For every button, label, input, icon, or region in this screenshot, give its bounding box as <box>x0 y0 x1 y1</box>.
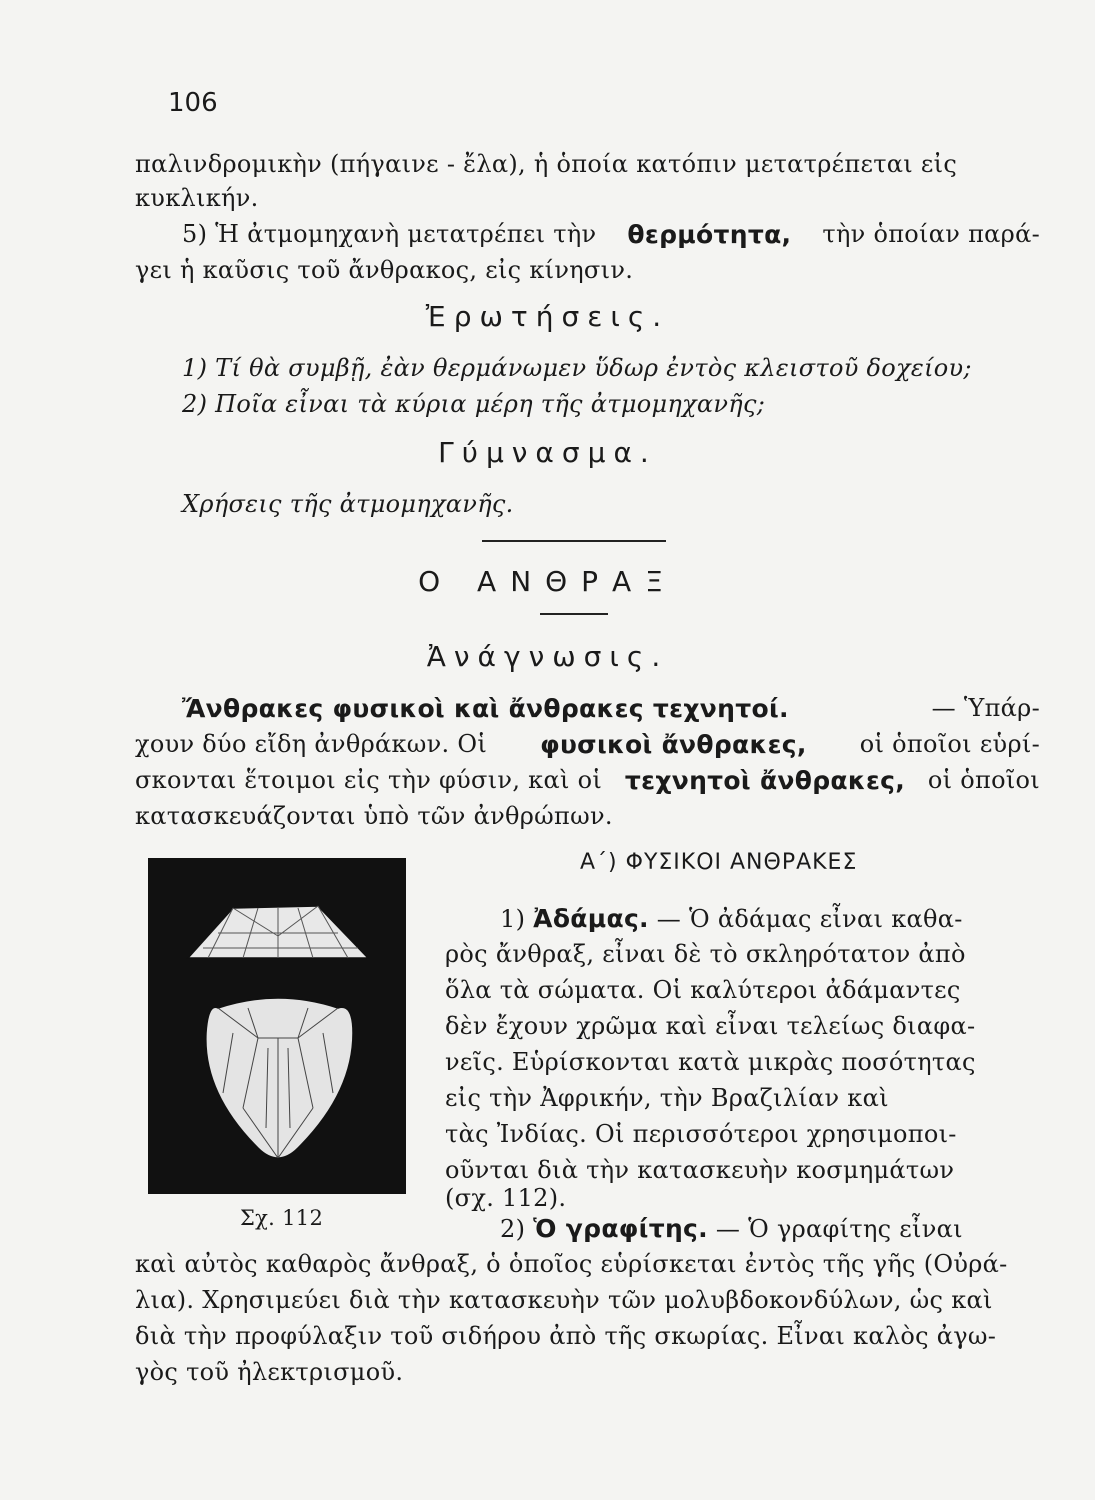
text-line: παλινδρομικὴν (πήγαινε - ἔλα), ἡ ὁποία κατόπιν μετατρέπεται εἰς <box>135 150 958 178</box>
text-line: εἰς τὴν Ἀφρικήν, τὴν Βραζιλίαν καὶ <box>445 1084 889 1112</box>
text-run: — Ὑπάρ- <box>931 694 1040 722</box>
text-line: διὰ τὴν προφύλαξιν τοῦ σιδήρου ἀπὸ τῆς σκωρίας. Εἶναι καλὸς ἀγω- <box>135 1322 997 1350</box>
questions-heading: Ἐρωτήσεις. <box>425 300 670 333</box>
text-line: νεῖς. Εὑρίσκονται κατὰ μικρὰς ποσότητας <box>445 1048 976 1076</box>
graphite-term: Ὁ γραφίτης. <box>533 1214 708 1243</box>
text-line: γει ἡ καῦσις τοῦ ἄνθρακος, εἰς κίνησιν. <box>135 256 634 284</box>
text-run: οἱ ὁποῖοι εὑρί- <box>859 730 1040 758</box>
diamond-term: Ἀδάμας. <box>533 904 649 933</box>
text-run: 5) Ἡ ἀτμομηχανὴ μετατρέπει τὴν <box>182 220 597 248</box>
text-line: γὸς τοῦ ἠλεκτρισμοῦ. <box>135 1358 404 1386</box>
text-line: δὲν ἔχουν χρῶμα καὶ εἶναι τελείως διαφα- <box>445 1012 976 1040</box>
emphasis-term: τεχνητοὶ ἄνθρακες, <box>624 766 906 795</box>
text-line <box>182 220 1040 249</box>
text-line <box>135 766 1040 795</box>
text-line: οῦνται διὰ τὴν κατασκευὴν κοσμημάτων <box>445 1156 955 1184</box>
question-2: 2) Ποῖα εἶναι τὰ κύρια μέρη τῆς ἀτμομηχανῆς; <box>182 390 766 418</box>
emphasis-term: φυσικοὶ ἄνθρακες, <box>540 730 807 759</box>
text-run: χουν δύο εἴδη ἀνθράκων. Οἱ <box>135 730 488 758</box>
text-line: (σχ. 112). <box>445 1184 567 1212</box>
text-line: κατασκευάζονται ὑπὸ τῶν ἀνθρώπων. <box>135 802 613 830</box>
text-line: λια). Χρησιμεύει διὰ τὴν κατασκευὴν τῶν μολυβδοκονδύλων, ὡς καὶ <box>135 1286 993 1314</box>
text-line: ὅλα τὰ σώματα. Οἱ καλύτεροι ἀδάμαντες <box>445 976 961 1004</box>
divider-rule <box>540 613 608 615</box>
text-run: οἱ ὁποῖοι <box>927 766 1040 794</box>
text-line <box>182 694 1040 723</box>
reading-heading: Ἀνάγνωσις. <box>426 640 669 673</box>
divider-rule <box>482 540 666 542</box>
text-run: — Ὁ ἀδάμας εἶναι καθα- <box>656 905 963 933</box>
exercise-heading: Γύμνασμα. <box>438 436 657 469</box>
question-1: 1) Τί θὰ συμβῇ, ἐὰν θερμάνωμεν ὕδωρ ἐντὸς κλειστοῦ δοχείου; <box>182 354 972 382</box>
exercise-text: Χρήσεις τῆς ἀτμομηχανῆς. <box>182 490 514 518</box>
diamond-illustration <box>148 858 406 1194</box>
reading-title: Ἄνθρακες φυσικοὶ καὶ ἄνθρακες τεχνητοί. <box>182 694 789 723</box>
text-run: τὴν ὁποίαν παρά- <box>822 220 1040 248</box>
text-run: σκονται ἕτοιμοι εἰς τὴν φύσιν, καὶ οἱ <box>135 766 603 794</box>
item-number: 1) <box>500 905 526 933</box>
text-run: — Ὁ γραφίτης εἶναι <box>715 1215 963 1243</box>
section-heading: Α΄) ΦΥΣΙΚΟΙ ΑΝΘΡΑΚΕΣ <box>580 850 858 875</box>
text-line <box>500 1214 1040 1243</box>
item-number: 2) <box>500 1215 526 1243</box>
emphasis-term: θερμότητα, <box>627 220 792 249</box>
page-number: 106 <box>168 88 218 118</box>
text-line: καὶ αὐτὸς καθαρὸς ἄνθραξ, ὁ ὁποῖος εὑρίσκεται ἐντὸς τῆς γῆς (Οὐρά- <box>135 1250 1008 1278</box>
text-line: κυκλικήν. <box>135 184 259 212</box>
text-line <box>135 730 1040 759</box>
text-line: ρὸς ἄνθραξ, εἶναι δὲ τὸ σκληρότατον ἀπὸ <box>445 940 966 968</box>
figure-caption: Σχ. 112 <box>240 1206 324 1230</box>
diamond-figure <box>148 858 406 1194</box>
text-line <box>500 904 1040 933</box>
chapter-title: Ο ΑΝΘΡΑΞ <box>418 565 677 598</box>
text-line: τὰς Ἰνδίας. Οἱ περισσότεροι χρησιμοποι- <box>445 1120 957 1148</box>
